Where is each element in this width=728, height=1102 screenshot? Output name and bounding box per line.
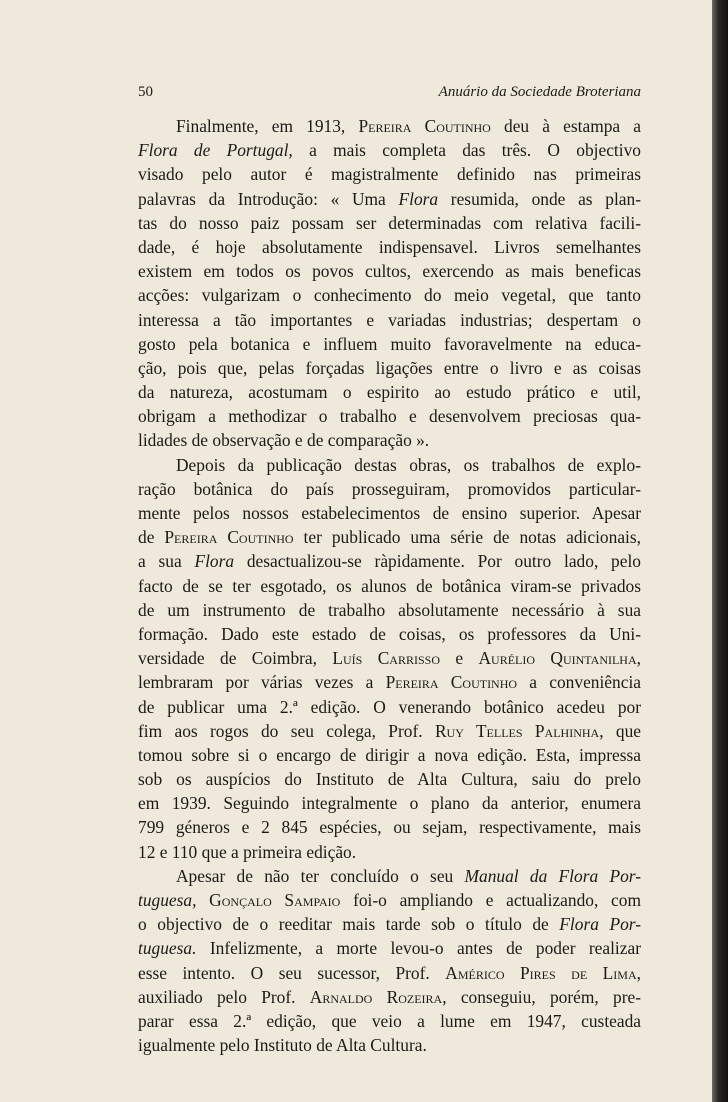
text-line xyxy=(138,525,641,549)
text-run: , conseguiu, porém, pre- xyxy=(442,986,641,1007)
text-line xyxy=(138,308,641,332)
text-run: sob os auspícios do Instituto de Alta Cultura, saiu do prelo xyxy=(138,769,641,790)
text-run: de xyxy=(138,527,165,548)
text-line xyxy=(138,888,641,912)
text-line xyxy=(138,622,641,646)
text-line xyxy=(138,985,641,1009)
text-run: lembraram por várias vezes a xyxy=(138,672,386,693)
text-run: ração botânica do país prosseguiram, promovidos particular- xyxy=(138,478,641,499)
text-line xyxy=(138,477,641,501)
text-run: formação. Dado este estado de coisas, os professores da Uni- xyxy=(138,623,641,644)
text-run: ter publicado uma série de notas adicionais, xyxy=(293,527,641,548)
italic-text: tuguesa. xyxy=(138,938,197,959)
text-line xyxy=(138,235,641,259)
text-line xyxy=(138,211,641,235)
text-run xyxy=(196,890,209,910)
person-name: Arnaldo Rozeira xyxy=(309,986,443,1007)
text-run: , xyxy=(636,962,641,983)
text-run: resumida, onde as plan- xyxy=(438,188,641,209)
text-line xyxy=(138,1009,641,1033)
text-run: 799 géneros e 2 845 espécies, ou sejam, respectivamente, mais xyxy=(138,817,641,838)
text-run: Apesar de não ter concluído o seu xyxy=(176,865,465,886)
text-line xyxy=(138,549,641,573)
text-run: obrigam a methodizar o trabalho e desenvolvem preciosas qua- xyxy=(138,406,641,427)
text-line xyxy=(138,380,641,404)
text-run: Depois da publicação destas obras, os trabalhos de explo- xyxy=(176,454,641,475)
text-line xyxy=(138,815,641,839)
text-line xyxy=(138,646,641,670)
page-number: 50 xyxy=(138,84,153,100)
text-line xyxy=(138,283,641,307)
text-line xyxy=(138,162,641,186)
text-run: Finalmente, em 1913, xyxy=(176,116,359,136)
text-line xyxy=(138,936,641,960)
italic-text: Flora xyxy=(194,551,235,572)
paragraph xyxy=(138,114,641,453)
text-run: a conveniência xyxy=(517,672,641,693)
text-line xyxy=(138,259,641,283)
text-run: em 1939. Seguindo integralmente o plano da anterior, enumera xyxy=(138,793,641,814)
text-run: o objectivo de o reeditar mais tarde sob o título de xyxy=(138,914,560,935)
running-title: Anuário da Sociedade Broteriana xyxy=(438,84,641,100)
text-run: desactualizou-se ràpidamente. Por outro lado, pelo xyxy=(234,551,641,572)
person-name: Pereira Coutinho xyxy=(358,116,491,136)
text-line xyxy=(138,453,641,477)
text-run: versidade de Coimbra, xyxy=(138,648,333,669)
text-line xyxy=(138,404,641,428)
text-run: mente pelos nossos estabelecimentos de ensino superior. Apesar xyxy=(138,503,641,523)
text-line xyxy=(138,138,641,162)
italic-text: Flora de Portugal, xyxy=(138,140,293,161)
person-name: Pereira Coutinho xyxy=(164,527,294,548)
person-name: Aurélio Quintanilha xyxy=(478,648,637,669)
text-run: de um instrumento de trabalho absolutamente necessário à sua xyxy=(138,599,641,620)
text-run: tomou sobre si o encargo de dirigir a nova edição. Esta, impressa xyxy=(138,744,641,765)
text-run: auxiliado pelo Prof. xyxy=(138,986,310,1007)
text-line xyxy=(138,961,641,985)
text-line xyxy=(138,695,641,719)
text-run: dade, é hoje absolutamente indispensavel. Livros semelhantes xyxy=(138,236,641,257)
person-name: Luís Carrisso xyxy=(332,648,440,669)
text-line xyxy=(138,356,641,380)
text-line xyxy=(138,187,641,211)
italic-text: tuguesa, xyxy=(138,890,197,910)
body-text xyxy=(138,114,641,1057)
text-line xyxy=(138,598,641,622)
text-line xyxy=(138,743,641,767)
text-run: de publicar uma 2.ª edição. O venerando botânico acedeu por xyxy=(138,696,641,717)
text-run: e xyxy=(440,648,479,669)
text-line xyxy=(138,501,641,525)
text-run: fim aos rogos do seu colega, Prof. xyxy=(138,720,435,741)
text-run: palavras da Introdução: « Uma xyxy=(138,188,399,209)
text-line xyxy=(138,912,641,936)
text-run: Infelizmente, a morte levou-o antes de poder realizar xyxy=(196,938,641,959)
italic-text: Manual da Flora Por- xyxy=(464,865,641,886)
text-run: deu à estampa a xyxy=(490,116,642,136)
page-edge xyxy=(712,0,728,1102)
text-run: parar essa 2.ª edição, que veio a lume em 1947, custeada xyxy=(138,1010,641,1031)
text-line xyxy=(138,114,641,138)
text-run: igualmente pelo Instituto de Alta Cultura. xyxy=(138,1035,427,1056)
person-name: Américo Pires de Lima xyxy=(445,962,637,983)
text-line xyxy=(138,670,641,694)
text-run: existem em todos os povos cultos, exercendo as mais beneficas xyxy=(138,261,641,282)
text-line xyxy=(138,791,641,815)
person-name: Gonçalo Sampaio xyxy=(209,890,341,910)
text-line xyxy=(138,428,641,452)
person-name: Pereira Coutinho xyxy=(385,672,518,693)
text-run: esse intento. O seu sucessor, Prof. xyxy=(138,962,446,983)
text-run: visado pelo autor é magistralmente definido nas primeiras xyxy=(138,164,641,185)
text-run: gosto pela botanica e influem muito favoravelmente na educa- xyxy=(138,333,641,354)
text-run: facto de se ter esgotado, os alunos de botânica viram-se privados xyxy=(138,575,641,596)
person-name: Ruy Telles Palhinha xyxy=(434,720,600,741)
text-run: da natureza, acostumam o espirito ao estudo prático e util, xyxy=(138,382,641,403)
text-line xyxy=(138,719,641,743)
text-run: ção, pois que, pelas forçadas ligações entre o livro e as coisas xyxy=(138,357,641,378)
paragraph xyxy=(138,864,641,1058)
text-line xyxy=(138,864,641,888)
text-run: interessa a tão importantes e variadas industrias; despertam o xyxy=(138,309,641,330)
italic-text: Flora Por- xyxy=(559,914,641,935)
text-line xyxy=(138,1033,641,1057)
text-run: a sua xyxy=(138,551,195,572)
text-run: , xyxy=(636,648,641,669)
text-run: a mais completa das três. O objectivo xyxy=(292,140,641,161)
italic-text: Flora xyxy=(398,188,439,209)
text-line xyxy=(138,332,641,356)
text-run: tas do nosso paiz possam ser determinadas com relativa facili- xyxy=(138,212,641,233)
text-line xyxy=(138,767,641,791)
text-run: foi-o ampliando e actualizando, com xyxy=(340,890,641,910)
text-line xyxy=(138,840,641,864)
text-run: acções: vulgarizam o conhecimento do meio vegetal, que tanto xyxy=(138,285,641,306)
text-run: 12 e 110 que a primeira edição. xyxy=(138,841,357,862)
text-run: , que xyxy=(599,720,641,741)
text-run: lidades de observação e de comparação ». xyxy=(138,430,430,451)
text-line xyxy=(138,574,641,598)
paragraph xyxy=(138,453,641,864)
